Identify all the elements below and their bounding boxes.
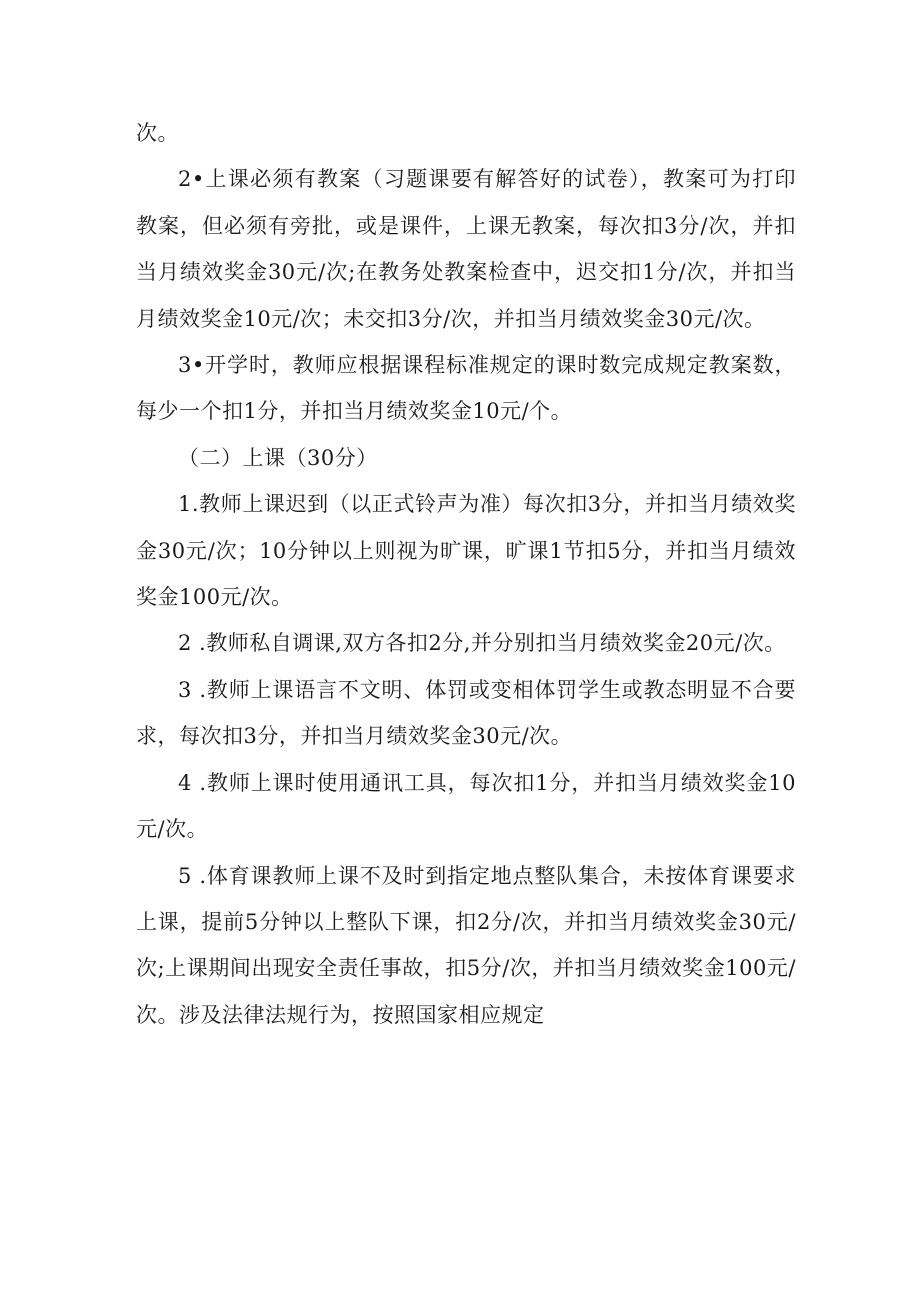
paragraph-conduct-rule: 3 .教师上课语言不文明、体罚或变相体罚学生或教态明显不合要求，每次扣3分，并扣当月绩效奖金30元/次。 (136, 677, 796, 749)
paragraph-late-rule: 1.教师上课迟到（以正式铃声为准）每次扣3分，并扣当月绩效奖金30元/次；10分钟以上则视为旷课，旷课1节扣5分，并扣当月绩效奖金100元/次。 (136, 492, 796, 610)
paragraph-phone-rule: 4 .教师上课时使用通讯工具，每次扣1分，并扣当月绩效奖金10元/次。 (136, 770, 796, 842)
paragraph-lesson-plan-count-rule: 3•开学时，教师应根据课程标准规定的课时数完成规定教案数，每少一个扣1分，并扣当月绩效奖金10元/个。 (136, 353, 796, 424)
paragraph-continuation: 次。 (136, 121, 179, 145)
paragraph-pe-class-rule: 5 .体育课教师上课不及时到指定地点整队集合，未按体育课要求上课，提前5分钟以上整队下课，扣2分/次，并扣当月绩效奖金30元/次;上课期间出现安全责任事故，扣5分/次，并扣当月绩效奖金100元/次。涉及法律法规行为，按照国家相应规定 (136, 863, 796, 1027)
section-heading-class: （二）上课（30分） (178, 445, 378, 470)
paragraph-class-swap-rule: 2 .教师私自调课,双方各扣2分,并分别扣当月绩效奖金20元/次。 (178, 631, 786, 656)
paragraph-lesson-plan-rule: 2•上课必须有教案（习题课要有解答好的试卷），教案可为打印教案，但必须有旁批，或是课件，上课无教案，每次扣3分/次，并扣当月绩效奖金30元/次;在教务处教案检查中，迟交扣1分/次，并扣当月绩效奖金10元/次；未交扣3分/次，并扣当月绩效奖金30元/次。 (136, 167, 796, 331)
document-body (136, 110, 796, 1038)
